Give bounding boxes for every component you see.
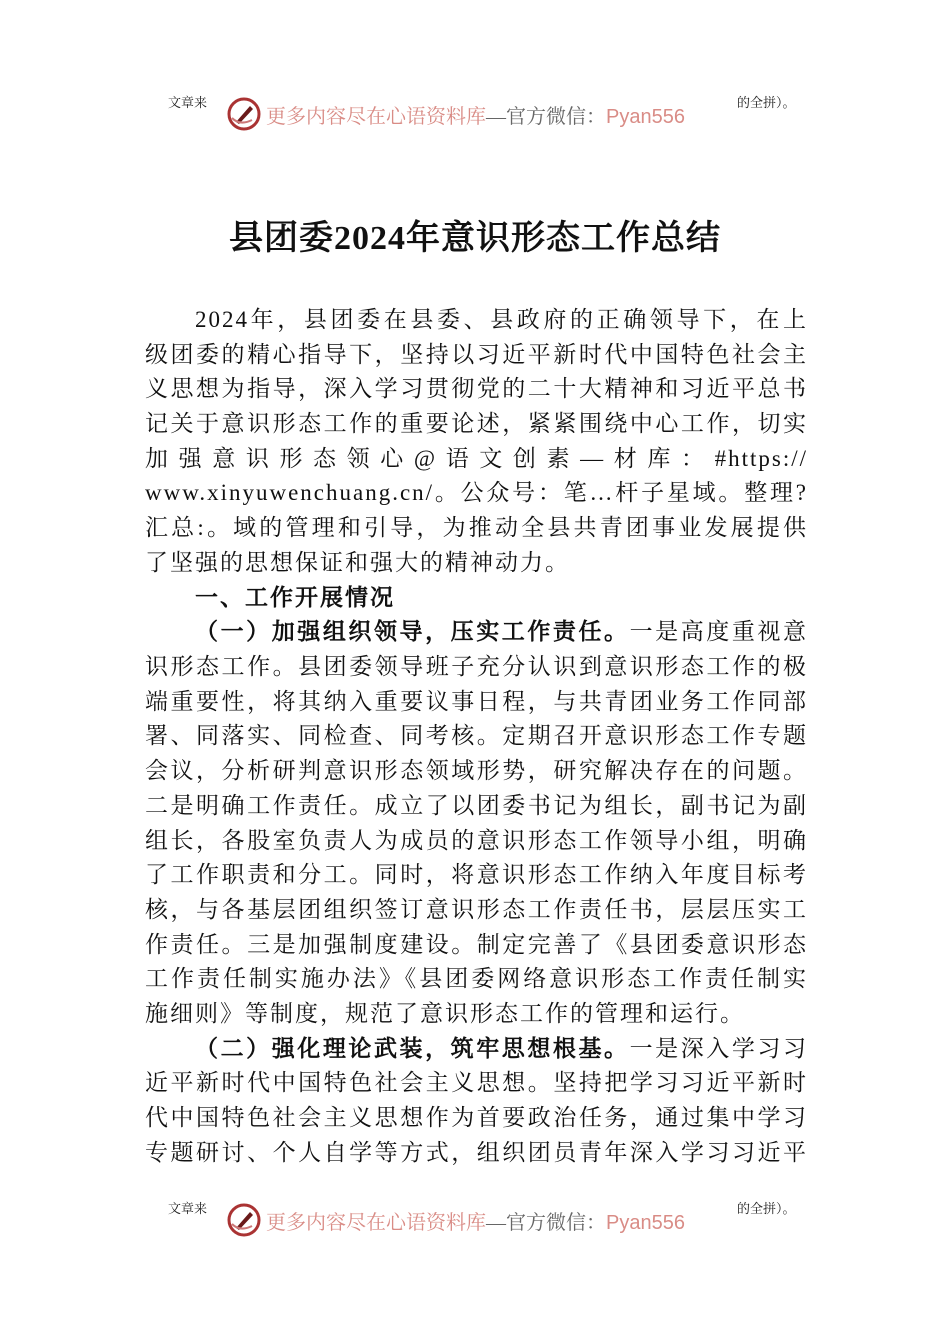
paragraph-line: 加强意识形态领心@语文创素—材库：#https:// [145, 446, 808, 471]
header-right-text: 的全拼）。 [737, 95, 796, 110]
paragraph-line: 级团委的精心指导下，坚持以习近平新时代中国特色社会主 [145, 342, 808, 367]
logo-pen-icon [226, 1202, 262, 1238]
paragraph-line: 识形态工作。县团委领导班子充分认识到意识形态工作的极 [145, 654, 808, 679]
logo-pen-icon [226, 96, 262, 132]
paragraph-line: 署、同落实、同检查、同考核。定期召开意识形态工作专题 [145, 723, 808, 748]
footer-right-text: 的全拼）。 [737, 1201, 796, 1216]
paragraph-line: 了坚强的思想保证和强大的精神动力。 [145, 550, 570, 575]
footer-watermark: 更多内容尽在心语资料库—官方微信：Pyan556 [266, 1212, 685, 1234]
paragraph-line: 二是明确工作责任。成立了以团委书记为组长，副书记为副 [145, 793, 808, 818]
paragraph-line: （二）强化理论武装，筑牢思想根基。一是深入学习习 [195, 1036, 809, 1061]
page-header [0, 82, 950, 132]
paragraph-line: 2024年，县团委在县委、县政府的正确领导下，在上 [195, 307, 808, 332]
paragraph-line: 记关于意识形态工作的重要论述，紧紧围绕中心工作，切实 [145, 411, 808, 436]
paragraph-line: 专题研讨、个人自学等方式，组织团员青年深入学习习近平 [145, 1140, 808, 1165]
paragraph-line: 会议，分析研判意识形态领域形势，研究解决存在的问题。 [145, 758, 808, 783]
header-watermark: 更多内容尽在心语资料库—官方微信：Pyan556 [266, 106, 685, 128]
document-title: 县团委2024年意识形态工作总结 [229, 220, 721, 257]
paragraph-line: 近平新时代中国特色社会主义思想。坚持把学习习近平新时 [145, 1070, 808, 1095]
paragraph-line: 汇总:。域的管理和引导，为推动全县共青团事业发展提供 [145, 515, 808, 540]
paragraph-line: 义思想为指导，深入学习贯彻党的二十大精神和习近平总书 [145, 376, 808, 401]
paragraph-line: 代中国特色社会主义思想作为首要政治任务，通过集中学习 [145, 1105, 808, 1130]
paragraph-line: 工作责任制实施办法》《县团委网络意识形态工作责任制实 [145, 966, 808, 991]
page-footer [0, 1188, 950, 1238]
header-left-text: 文章来 [168, 95, 208, 110]
footer-left-text: 文章来 [168, 1201, 208, 1216]
paragraph-line: 了工作职责和分工。同时，将意识形态工作纳入年度目标考 [145, 862, 808, 887]
paragraph-line: （一）加强组织领导，压实工作责任。一是高度重视意 [195, 619, 809, 644]
paragraph-line: 施细则》等制度，规范了意识形态工作的管理和运行。 [145, 1001, 745, 1026]
paragraph-line: 核，与各基层团组织签订意识形态工作责任书，层层压实工 [145, 897, 808, 922]
paragraph-line: 组长，各股室负责人为成员的意识形态工作领导小组，明确 [145, 828, 808, 853]
section-heading: 一、工作开展情况 [195, 585, 395, 610]
paragraph-line: 作责任。三是加强制度建设。制定完善了《县团委意识形态 [145, 932, 808, 957]
paragraph-line: 端重要性，将其纳入重要议事日程，与共青团业务工作同部 [145, 689, 808, 714]
paragraph-line: www.xinyuwenchuang.cn/。公众号：笔…杆子星域。整理? [145, 480, 808, 505]
